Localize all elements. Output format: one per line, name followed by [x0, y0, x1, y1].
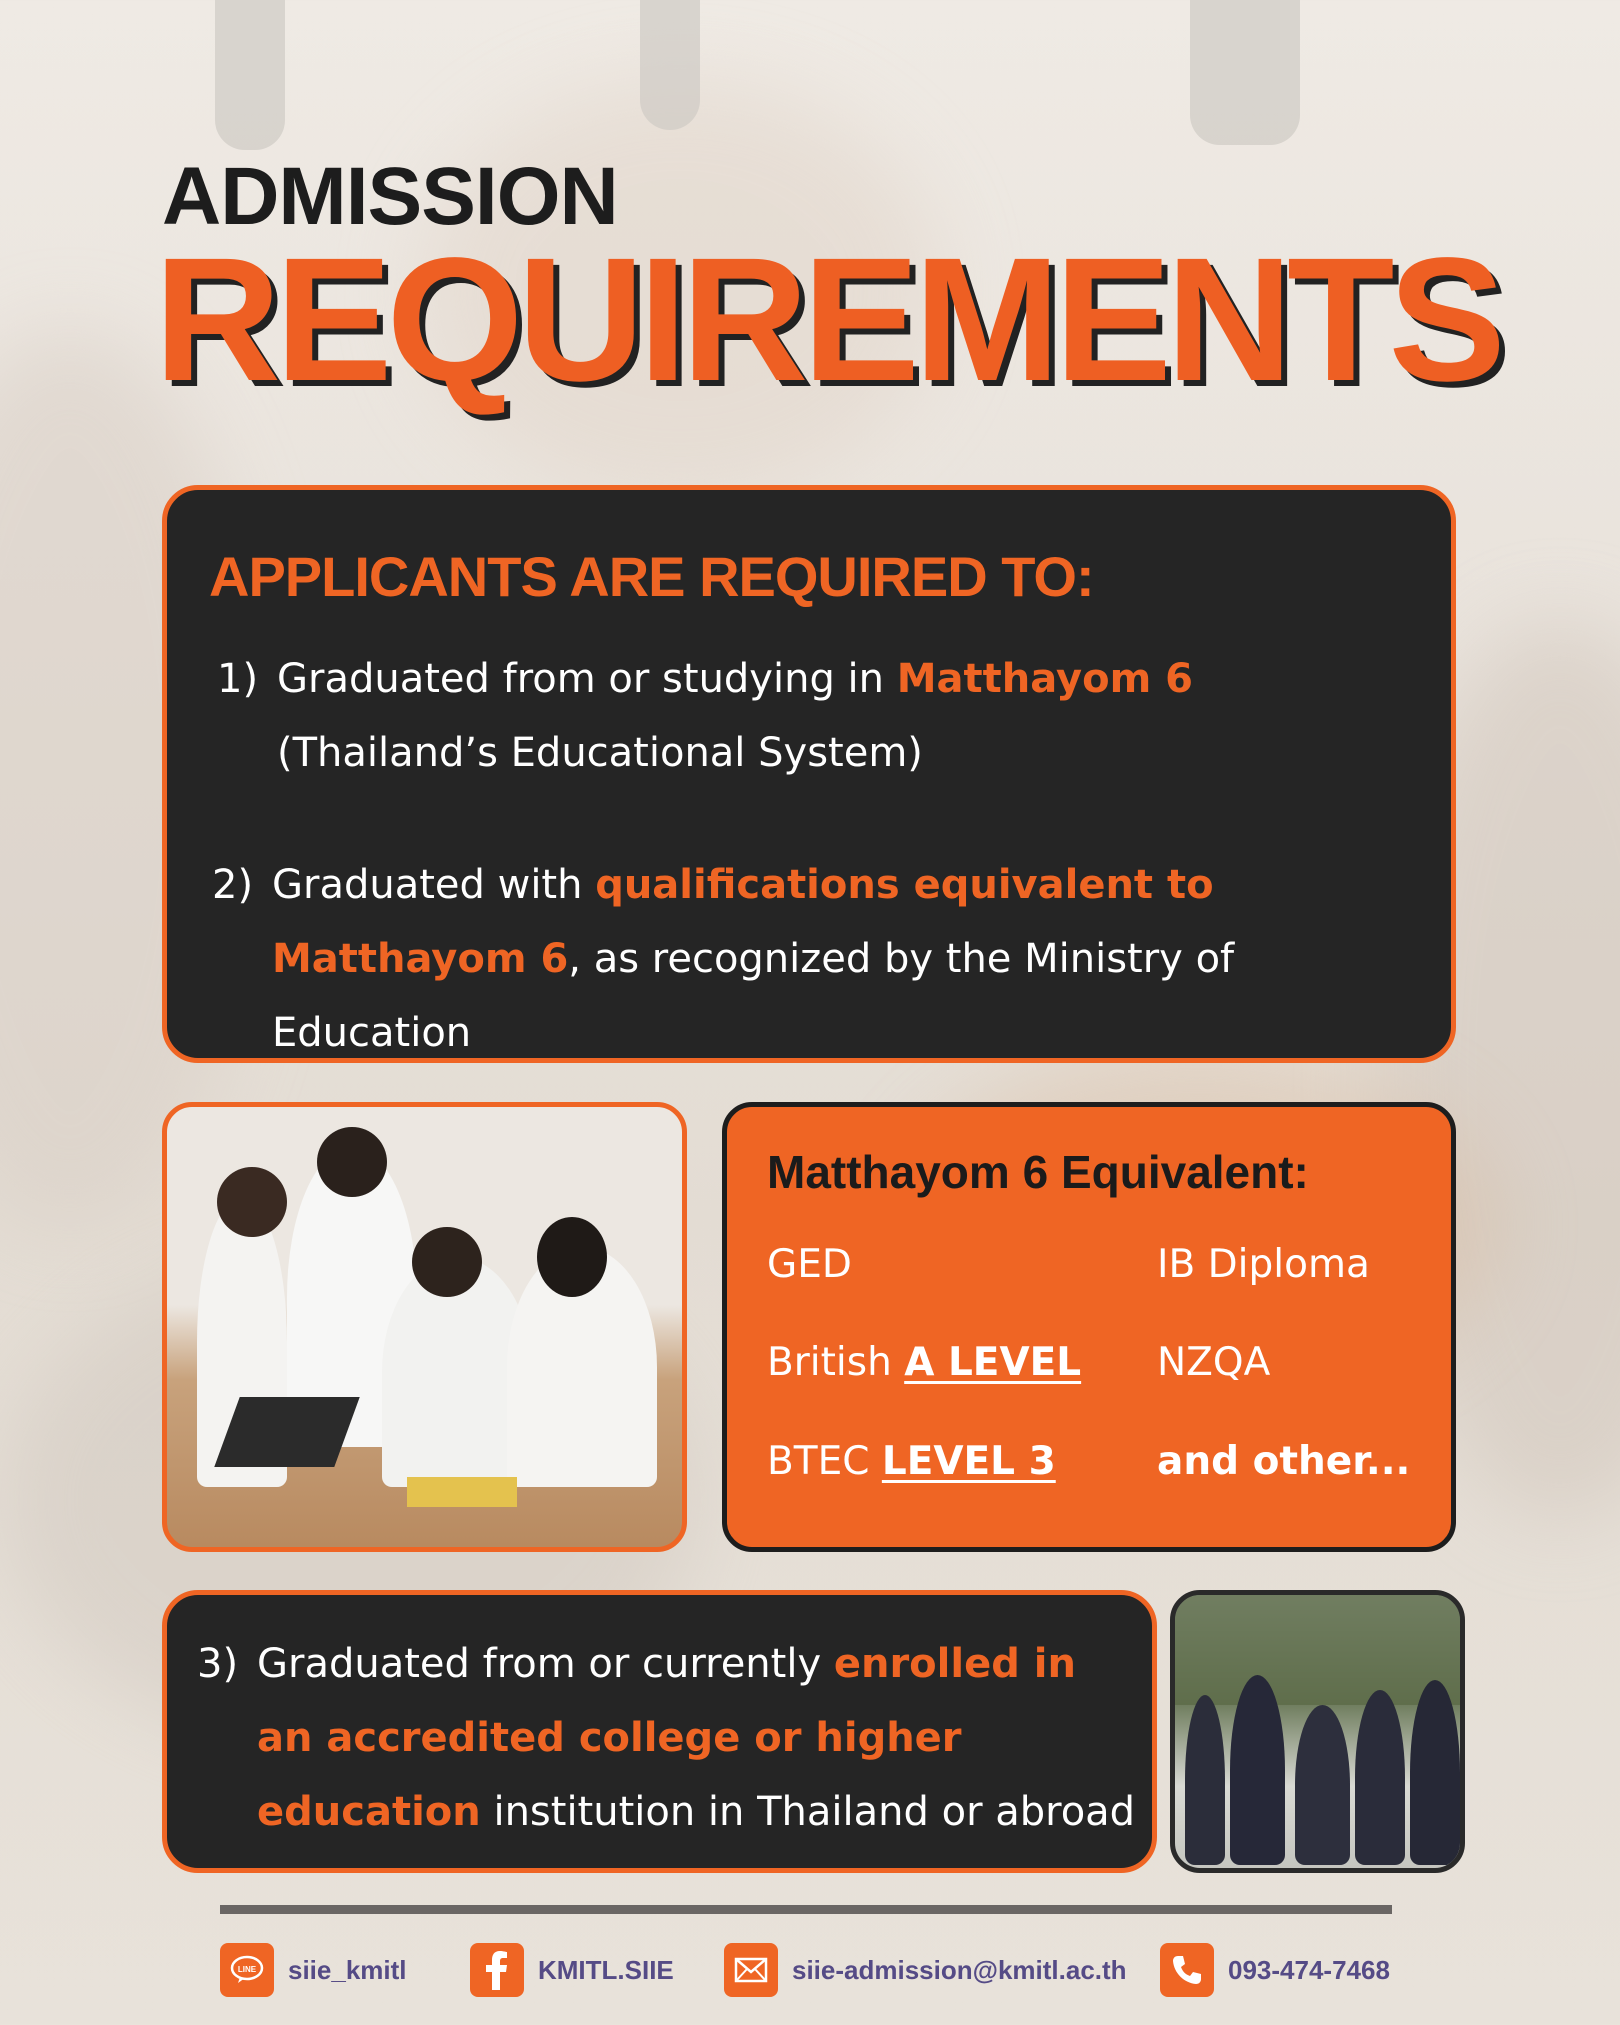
title-admission: ADMISSION: [162, 151, 618, 242]
line-icon: [220, 1943, 274, 1997]
equivalent-btec-level-3: BTEC LEVEL 3: [767, 1439, 1056, 1484]
tablet: [214, 1397, 359, 1467]
contact-phone-text: 093-474-7468: [1228, 1954, 1390, 1985]
background-lamp: [215, 0, 285, 150]
students-photo: [162, 1102, 687, 1552]
equivalent-british-a-level: British A LEVEL: [767, 1340, 1082, 1385]
highlight-text: qualifications equivalent to: [595, 862, 1214, 908]
contact-email[interactable]: [724, 1942, 1127, 1998]
equivalent-nzqa: NZQA: [1157, 1340, 1271, 1385]
contact-facebook-text: KMITL.SIIE: [538, 1954, 674, 1985]
line-icon-text: LINE: [237, 1965, 257, 1974]
requirement-text: Graduated from or studying in Matthayom 6 (Thailand’s Educational System): [277, 656, 1194, 776]
requirement-text: Graduated from or currently enrolled in an accredited college or higher education institution in Thailand or abroad: [257, 1641, 1136, 1835]
background-lamp: [1190, 0, 1300, 145]
contact-line[interactable]: [220, 1942, 407, 1998]
campus-photo: [1170, 1590, 1465, 1873]
equivalents-heading: Matthayom 6 Equivalent:: [767, 1146, 1309, 1198]
mail-icon: [724, 1943, 778, 1997]
contact-line-text: siie_kmitl: [288, 1954, 407, 1985]
equivalents-box: [722, 1102, 1456, 1552]
phone-icon: [1160, 1943, 1214, 1997]
background-lamp: [640, 0, 700, 130]
book: [407, 1477, 517, 1507]
contact-email-text: siie-admission@kmitl.ac.th: [792, 1954, 1127, 1985]
contact-phone[interactable]: [1160, 1942, 1390, 1998]
title-requirements: REQUIREMENTS: [154, 222, 1500, 418]
highlight-text: Matthayom 6: [272, 936, 569, 982]
facebook-icon: [470, 1943, 524, 1997]
requirement-3-box: [162, 1590, 1157, 1873]
requirements-heading: APPLICANTS ARE REQUIRED TO:: [209, 545, 1094, 608]
equivalent-ged: GED: [767, 1242, 852, 1287]
highlight-text: Matthayom 6: [896, 656, 1194, 702]
equivalent-and-other: and other...: [1157, 1439, 1411, 1484]
contact-facebook[interactable]: [470, 1942, 674, 1998]
requirement-number: 3): [197, 1641, 239, 1687]
requirement-number: 2): [212, 862, 254, 908]
highlight-text: enrolled in an accredited college or higher education: [257, 1641, 1076, 1835]
footer-divider: [220, 1905, 1392, 1914]
equivalent-ib-diploma: IB Diploma: [1157, 1242, 1370, 1287]
requirements-box: [162, 485, 1456, 1063]
requirement-number: 1): [217, 656, 259, 702]
requirement-text: Graduated with qualifications equivalent to Matthayom 6, as recognized by the Ministry of Education: [272, 862, 1235, 1056]
